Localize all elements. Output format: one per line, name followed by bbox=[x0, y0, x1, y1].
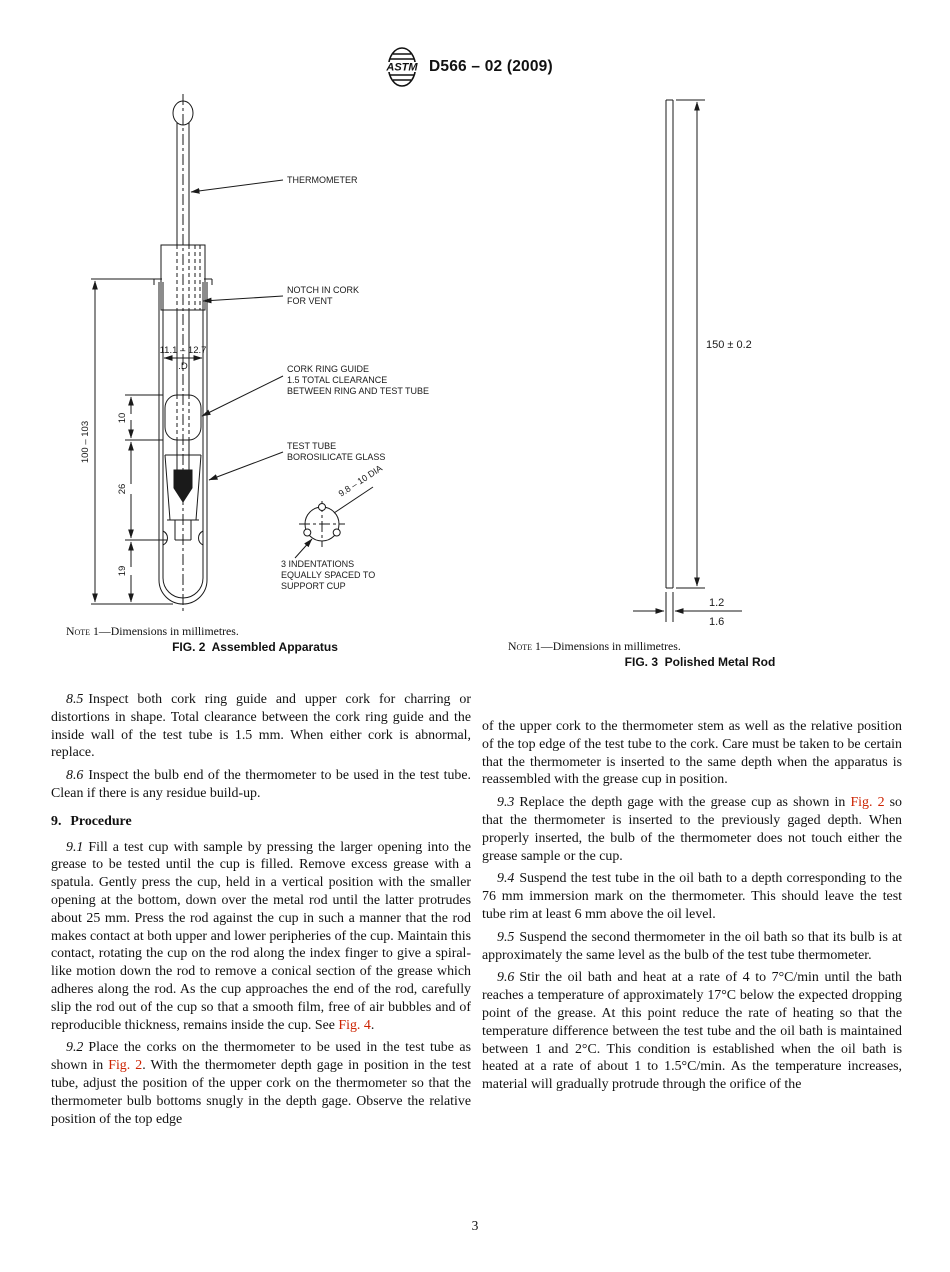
paragraph-text: Suspend the second thermometer in the oil bath so that its bulb is at approximately the same level as the bulb of the test tube thermometer. bbox=[482, 929, 902, 963]
metal-rod bbox=[666, 100, 673, 588]
fig2-note-label: Note 1 bbox=[66, 624, 99, 638]
page-header bbox=[384, 46, 553, 88]
indent-label-3: SUPPORT CUP bbox=[281, 581, 346, 591]
fig2-link[interactable]: Fig. 2 bbox=[108, 1058, 143, 1074]
paragraph-number: 9.3 bbox=[497, 795, 515, 811]
fig2-link[interactable]: Fig. 2 bbox=[850, 795, 885, 811]
astm-logo bbox=[384, 46, 420, 88]
paragraph-9-4 bbox=[482, 870, 902, 923]
paragraph-number: 9.6 bbox=[497, 970, 515, 986]
notch-label-2: FOR VENT bbox=[287, 296, 333, 306]
fig3 bbox=[545, 92, 845, 657]
dim-19-label: 19 bbox=[117, 565, 128, 577]
fig3-caption: FIG. 3 Polished Metal Rod bbox=[624, 655, 776, 669]
dim-10-label: 10 bbox=[117, 412, 128, 424]
tube-label-1: TEST TUBE bbox=[287, 441, 337, 451]
fig3-note bbox=[508, 639, 681, 654]
dia-label: 9.8 – 10 DIA bbox=[336, 463, 385, 499]
paragraph-text: Suspend the test tube in the oil bath to a depth corresponding to the 76 mm immersion mark on the thermometer. This should leave the test tube rim at least 6 mm above the oil level. bbox=[482, 871, 902, 922]
section-number: 9. bbox=[51, 813, 62, 829]
fig2-caption: FIG. 2 Assembled Apparatus bbox=[172, 640, 338, 654]
fig2-note-text: —Dimensions in millimetres. bbox=[98, 624, 239, 638]
rod-dim-bottom-label: 1.6 bbox=[709, 616, 725, 628]
paragraph-text: Inspect the bulb end of the thermometer to be used in the test tube. Clean if there is any residue build-up. bbox=[51, 768, 471, 801]
id-label: I.D. bbox=[175, 361, 191, 372]
paragraph-text: of the upper cork to the thermometer stem as well as the relative position of the top edge of the test tube to the cork. Care must be taken to be certain that the thermometer is inserted to the same depth when the apparatus is reassembled with the grease cup in position. bbox=[482, 719, 902, 788]
fig3-dimensions bbox=[633, 100, 752, 628]
paragraph-text: Inspect both cork ring guide and upper cork for charring or distortions in shape. Total clearance between the cork ring guide and the inside wall of the test tube is 1.5 mm. When either cork is abnormal, replace. bbox=[51, 692, 471, 761]
fig2-drawing bbox=[55, 92, 475, 637]
tube-label-2: BOROSILICATE GLASS bbox=[287, 452, 386, 462]
fig2-note bbox=[66, 624, 239, 639]
ring-label-2: 1.5 TOTAL CLEARANCE bbox=[287, 375, 388, 385]
paragraph-number: 9.4 bbox=[497, 871, 515, 887]
fig3-drawing bbox=[545, 92, 845, 652]
astm-logo-text: ASTM bbox=[386, 61, 418, 74]
indent-label-1: 3 INDENTATIONS bbox=[281, 559, 355, 569]
dim-26-label: 26 bbox=[117, 483, 128, 495]
rod-length-label: 150 ± 0.2 bbox=[706, 339, 752, 351]
paragraph-9-3 bbox=[482, 794, 902, 865]
section-heading-procedure bbox=[51, 813, 471, 831]
paragraph-text: Fill a test cup with sample by pressing the larger opening into the grease to be tested until the cup is filled. Remove excess grease with a spatula. Gently press the cup, held in a vertical position with the smaller opening at the bottom, down over the metal rod until the latter protrudes about 25 mm. Press the rod against the cup in such a manner that the rod makes contact at both upper and lower peripheries of the cup. Maintain this contact, rotating the cup on the rod along the index finger to give a spiral-like motion down the rod to remove a conical section of the grease which adheres along the rod. As the cup approaches the end of the rod, carefully slip the rod out of the cup so that a smooth film, free of air bubbles and of reproducible thickness, remains inside the cup. See bbox=[51, 839, 471, 1033]
id-value-label: 11.1 – 12.7 bbox=[159, 345, 207, 356]
paragraph-9-2-continued bbox=[482, 718, 902, 789]
ring-label-1: CORK RING GUIDE bbox=[287, 364, 370, 374]
fig2 bbox=[55, 92, 475, 642]
section-title: Procedure bbox=[70, 813, 132, 829]
page-number: 3 bbox=[471, 1218, 479, 1233]
paragraph-9-6 bbox=[482, 969, 902, 1094]
fig3-note-label: Note 1 bbox=[508, 639, 541, 653]
paragraph-8-6 bbox=[51, 767, 471, 803]
paragraph-text: . With the thermometer depth gage in position in the test tube, adjust the position of the upper cork on the thermometer so that the thermometer bulb bottoms snugly in the depth gage. Observe the relative position of the top edge bbox=[51, 1058, 471, 1127]
ring-label-3: BETWEEN RING AND TEST TUBE bbox=[287, 386, 430, 396]
standard-designation: D566 – 02 (2009) bbox=[429, 58, 553, 75]
paragraph-9-1 bbox=[51, 839, 471, 1035]
paragraph-text: Replace the depth gage with the grease cup as shown in bbox=[519, 795, 851, 811]
fig4-link[interactable]: Fig. 4 bbox=[338, 1017, 371, 1033]
fig2-dimensions bbox=[80, 279, 206, 604]
fig3-note-text: —Dimensions in millimetres. bbox=[540, 639, 681, 653]
fig2-callouts bbox=[281, 175, 429, 591]
paragraph-number: 8.5 bbox=[66, 692, 84, 707]
dim-total-label: 100 – 103 bbox=[80, 420, 91, 464]
rod-dim-top-label: 1.2 bbox=[709, 597, 725, 609]
paragraph-text: so that the thermometer is inserted to the previously gaged depth. When properly inserted, the bulb of the thermometer does not touch either the grease sample or the cup. bbox=[482, 795, 902, 864]
paragraph-number: 9.2 bbox=[66, 1040, 84, 1056]
paragraph-number: 8.6 bbox=[66, 768, 84, 784]
paragraph-text: . bbox=[370, 1017, 375, 1033]
paragraph-text: Place the corks on the thermometer to be used in the test tube as shown in bbox=[51, 1040, 471, 1074]
paragraph-9-5 bbox=[482, 929, 902, 965]
paragraph-number: 9.5 bbox=[497, 929, 515, 945]
notch-label-1: NOTCH IN CORK bbox=[287, 285, 359, 295]
thermometer-label: THERMOMETER bbox=[287, 175, 358, 185]
cup-detail-view bbox=[299, 463, 384, 547]
paragraph-8-5 bbox=[51, 691, 471, 762]
paragraph-9-2 bbox=[51, 1039, 471, 1128]
paragraph-text: Stir the oil bath and heat at a rate of 4 to 7°C/min until the bath reaches a temperature of approximately 17°C below the expected dropping point of the grease. At this point reduce the rate of heating so that the temperature difference between the test tube and the oil bath is maintained between 1 and 2°C. This condition is established when the oil bath is heated at a rate of about 1 to 1.5°C/min. As the temperature increases, material will gradually protrude through the orifice of the bbox=[482, 970, 902, 1093]
right-column bbox=[482, 718, 902, 1099]
indent-label-2: EQUALLY SPACED TO bbox=[281, 570, 376, 580]
paragraph-number: 9.1 bbox=[66, 839, 84, 855]
left-column bbox=[51, 691, 471, 1133]
